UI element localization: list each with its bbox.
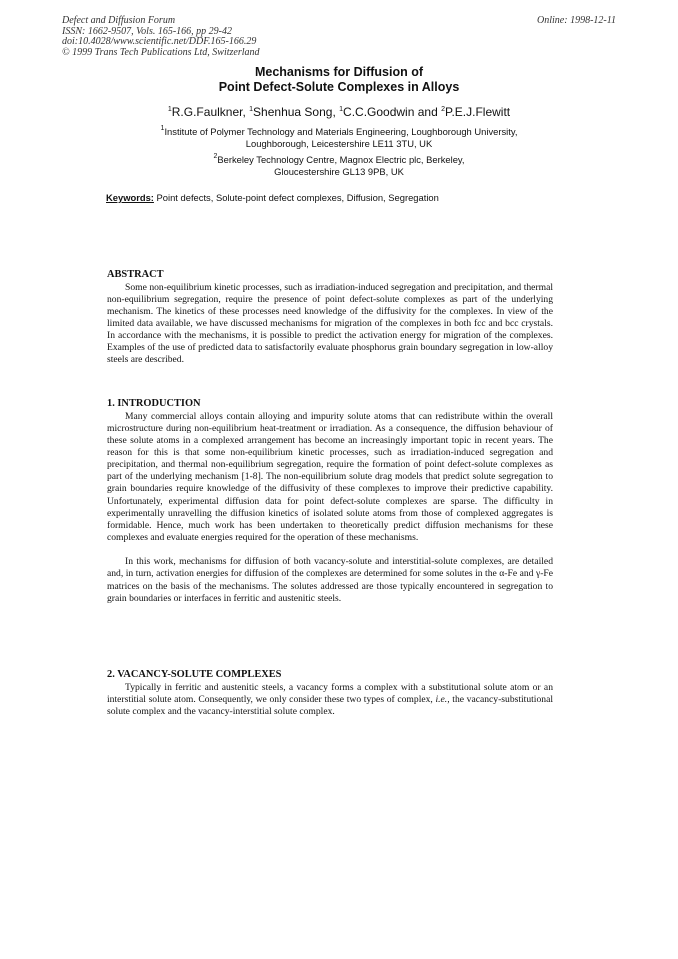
affiliation-2-line-2: Gloucestershire GL13 9PB, UK bbox=[274, 166, 404, 177]
vacancy-solute-paragraph-1 bbox=[107, 682, 553, 718]
copyright-line: © 1999 Trans Tech Publications Ltd, Switzerland bbox=[62, 46, 260, 58]
introduction-heading: 1. INTRODUCTION bbox=[107, 398, 201, 409]
author-4-affiliation-mark: 2 bbox=[441, 106, 445, 113]
doi-line: doi:10.4028/www.scientific.net/DDF.165-166.29 bbox=[62, 36, 257, 47]
online-date: Online: 1998-12-11 bbox=[537, 15, 616, 26]
introduction-section bbox=[107, 398, 553, 605]
author-1: R.G.Faulkner, bbox=[171, 105, 250, 119]
keywords bbox=[106, 192, 576, 204]
affiliation-1-mark: 1 bbox=[160, 125, 165, 132]
abstract-section bbox=[107, 269, 553, 367]
keywords-label: Keywords: bbox=[106, 192, 154, 203]
paper-title bbox=[0, 65, 678, 94]
abstract-text: Some non-equilibrium kinetic processes, such as irradiation-induced segregation and precipitation, and thermal non-equilibrium segregation, require the presence of point defect-solute complexes as part of the underlying mechanism. The kinetics of these processes need knowledge of the diffusivity for the complexes. In view of the limited data available, we have discussed mechanisms for migration of the complexes in both fcc and bcc crystals. In accordance with the mechanisms, it is possible to predict the activation energy for migration of the complexes. Examples of the use of predicted data to satisfactorily evaluate phosphorus grain boundary segregation in low-alloy steels are described. bbox=[107, 281, 553, 366]
issn-line: ISSN: 1662-9507, Vols. 165-166, pp 29-42 bbox=[62, 25, 232, 37]
affiliation-1-line-2: Loughborough, Leicestershire LE11 3TU, UK bbox=[245, 138, 433, 149]
abstract-heading: ABSTRACT bbox=[107, 269, 164, 280]
title-line-1: Mechanisms for Diffusion of bbox=[254, 65, 424, 79]
vacancy-text-a: Typically in ferritic and austenitic steels, a vacancy forms a complex with a substitutional solute atom or an interstitial solute atom. Consequently, we only consider these two types of complex, bbox=[107, 681, 553, 705]
vacancy-solute-heading: 2. VACANCY-SOLUTE COMPLEXES bbox=[107, 669, 282, 680]
author-3: C.C.Goodwin and bbox=[343, 105, 442, 119]
affiliation-1 bbox=[0, 126, 678, 150]
author-4: P.E.J.Flewitt bbox=[445, 105, 511, 119]
vacancy-text-b: the vacancy-substitutional solute complex and the vacancy-interstitial solute complex. bbox=[107, 693, 553, 717]
author-2: Shenhua Song, bbox=[253, 105, 340, 119]
affiliation-1-line-1: Institute of Polymer Technology and Materials Engineering, Loughborough University, bbox=[164, 126, 518, 137]
journal-header bbox=[62, 16, 422, 58]
affiliation-2-mark: 2 bbox=[213, 153, 218, 160]
introduction-paragraph-2: In this work, mechanisms for diffusion of both vacancy-solute and interstitial-solute complexes, are detailed and, in turn, activation energies for diffusion of the complexes are determined for some solutes in the α-Fe and γ-Fe matrices on the basis of the mechanisms. The solutes addressed are those typically encountered in segregation to grain boundaries or interfaces in ferritic and austenitic steels. bbox=[107, 556, 553, 604]
author-3-affiliation-mark: 1 bbox=[339, 106, 344, 113]
journal-name: Defect and Diffusion Forum bbox=[62, 15, 176, 26]
vacancy-text-ie: i.e., bbox=[435, 693, 450, 705]
affiliation-2 bbox=[0, 154, 678, 178]
author-list bbox=[0, 105, 678, 119]
vacancy-solute-section bbox=[107, 669, 553, 718]
affiliation-2-line-1: Berkeley Technology Centre, Magnox Electric plc, Berkeley, bbox=[217, 154, 465, 165]
introduction-paragraph-1: Many commercial alloys contain alloying and impurity solute atoms that can redistribute within the overall microstructure during non-equilibrium heat-treatment or irradiation. As a consequence, the diffusion behaviour of these solute atoms in a complexed arrangement has become an increasingly important topic in recent years. The reason for this is that some non-equilibrium kinetic processes, such as irradiation-induced segregation and precipitation, and thermal non-equilibrium segregation, require the formation of point defect-solute complexes as part of the underlying mechanism [1-8]. The non-equilibrium solute drag models that predict solute segregation to grain boundaries require knowledge of the diffusivity of these complexes to improve their predictive capability. Unfortunately, experimental diffusion data for point defect-solute complexes are sparse. The difficulty in experimentally unravelling the diffusion kinetics of isolated solute atoms from those of complexed aggregates is formidable. Hence, much work has been undertaken to theoretically predict diffusion mechanisms for these complexes and evaluate energies required for the operation of these mechanisms. bbox=[107, 410, 553, 544]
title-line-2: Point Defect-Solute Complexes in Alloys bbox=[218, 79, 460, 94]
author-2-affiliation-mark: 1 bbox=[249, 106, 254, 113]
keywords-text: Point defects, Solute-point defect complexes, Diffusion, Segregation bbox=[153, 192, 439, 203]
author-1-affiliation-mark: 1 bbox=[167, 106, 172, 113]
